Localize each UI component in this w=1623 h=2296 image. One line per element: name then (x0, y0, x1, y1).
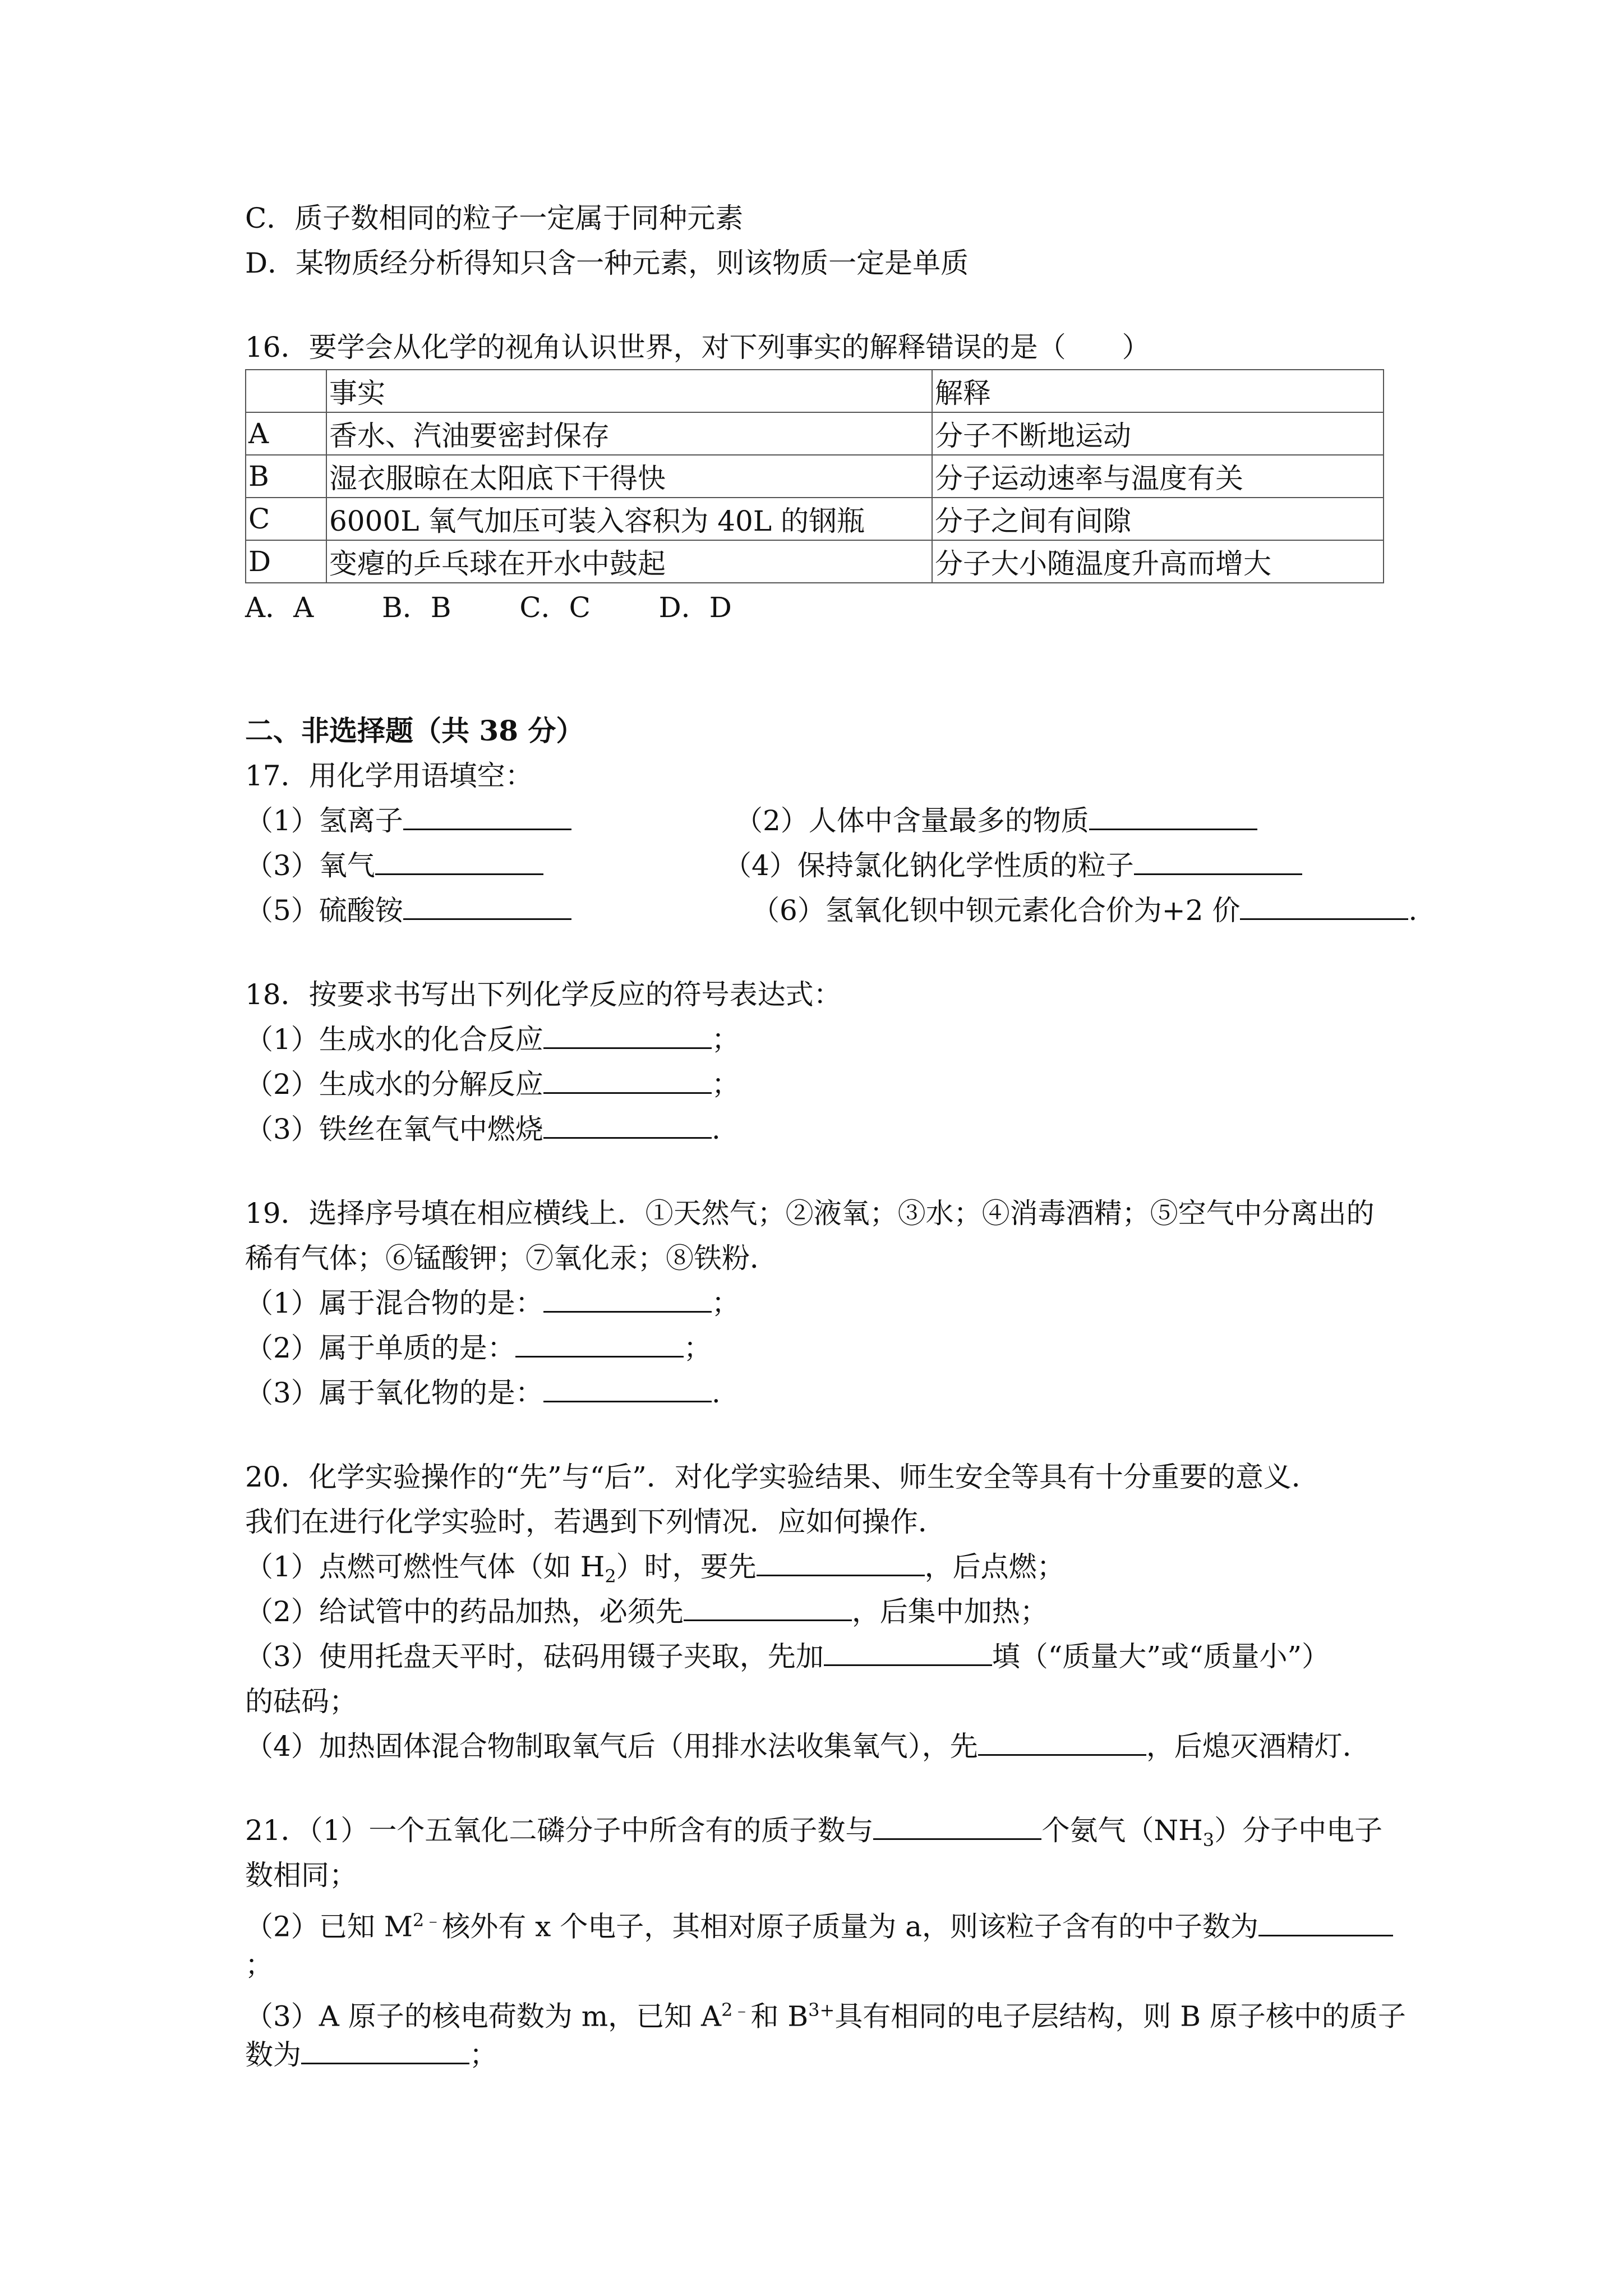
table-cell: 分子之间有间隙 (932, 498, 1384, 540)
table-cell: 分子运动速率与温度有关 (932, 455, 1384, 498)
answer-blank[interactable] (543, 1023, 712, 1049)
answer-blank[interactable] (301, 2038, 469, 2064)
q19-stem-line2: 稀有气体；⑥锰酸钾；⑦氧化汞；⑧铁粉． (245, 1242, 778, 1274)
q20-item-1: （1）点燃可燃性气体（如 $H_2$）时，要先 ，后点燃； (245, 1550, 1065, 1587)
answer-blank[interactable] (543, 1112, 712, 1139)
q17-item-2: （2）人体中含量最多的物质 (735, 803, 1257, 838)
table-row (246, 540, 1384, 583)
q21-line3: （2）已知 $M^{2﹣}$核外有 x 个电子，其相对原子质量为 a，则该粒子含有的中子数为 (245, 1903, 1393, 1944)
q21-line2: 数相同； (245, 1859, 357, 1892)
q21-line1: 21．（1）一个五氧化二磷分子中所含有的质子数与 个氨气$(NH_3)$分子中电子 (245, 1814, 1383, 1851)
q16-table (245, 369, 1384, 583)
answer-blank[interactable] (403, 804, 571, 830)
q18-item-3: （3）铁丝在氧气中燃烧 . (245, 1113, 721, 1145)
table-cell: 香水、汽油要密封保存 (326, 412, 932, 455)
q21-line4: ； (245, 1949, 273, 1981)
table-cell: 分子不断地运动 (932, 412, 1384, 455)
q20-item-3: （3）使用托盘天平时，砝码用镊子夹取，先加 填（“质量大”或“质量小”） (245, 1640, 1330, 1673)
answer-blank[interactable] (1089, 804, 1257, 830)
option-d: D．D (658, 591, 732, 624)
q18-item-2: （2）生成水的分解反应 ； (245, 1068, 740, 1101)
table-cell (246, 370, 326, 412)
q21-line5: （3）A 原子的核电荷数为 m，已知 $A^{2﹣}$和 $B^{3+}$具有相同的电子层结构，则 B 原子核中的质子 (245, 1999, 1406, 2033)
section-heading: 二、非选择题（共 38 分） (245, 714, 584, 747)
q16-stem: 16．要学会从化学的视角认识世界，对下列事实的解释错误的是（ ） (245, 331, 1150, 364)
q19-item-1: （1）属于混合物的是： ； (245, 1287, 740, 1319)
q18-stem: 18．按要求书写出下列化学反应的符号表达式： (245, 978, 842, 1011)
answer-blank[interactable] (757, 1550, 925, 1576)
answer-blank[interactable] (543, 1068, 712, 1094)
option-b: B．B (382, 591, 451, 624)
q20-item-4: （4）加热固体混合物制取氧气后（用排水法收集氧气），先 ，后熄灭酒精灯． (245, 1730, 1371, 1763)
q17-stem: 17．用化学用语填空： (245, 760, 533, 792)
q18-item-1: （1）生成水的化合反应 ； (245, 1023, 740, 1056)
q17-item-4: （4）保持氯化钠化学性质的粒子 (723, 848, 1302, 883)
answer-blank[interactable] (543, 1286, 712, 1313)
table-row (246, 498, 1384, 540)
answer-blank[interactable] (1258, 1910, 1393, 1936)
q20-item-2: （2）给试管中的药品加热，必须先 ，后集中加热； (245, 1595, 1048, 1628)
table-cell: B (246, 455, 326, 498)
q17-item-3: （3）氧气 (245, 848, 543, 883)
answer-blank[interactable] (515, 1331, 684, 1358)
q19-item-3: （3）属于氧化物的是： . (245, 1377, 721, 1409)
answer-blank[interactable] (684, 1595, 852, 1621)
option-c: C．C (519, 591, 591, 624)
q19-item-2: （2）属于单质的是： ； (245, 1332, 712, 1364)
q19-stem-line1: 19．选择序号填在相应横线上．①天然气；②液氧；③水；④消毒酒精；⑤空气中分离出的 (245, 1197, 1375, 1230)
q20-stem-line1: 20．化学实验操作的“先”与“后”．对化学实验结果、师生安全等具有十分重要的意义． (245, 1461, 1320, 1493)
q15-option-c: C．质子数相同的粒子一定属于同种元素 (245, 202, 744, 234)
answer-blank[interactable] (978, 1729, 1146, 1756)
table-header-row (246, 370, 1384, 412)
q16-options (245, 590, 732, 625)
table-cell: 分子大小随温度升高而增大 (932, 540, 1384, 583)
answer-blank[interactable] (375, 849, 543, 875)
q20-stem-line2: 我们在进行化学实验时，若遇到下列情况．应如何操作． (245, 1506, 946, 1538)
answer-blank[interactable] (824, 1640, 992, 1666)
q17-item-1: （1）氢离子 (245, 803, 571, 838)
table-cell: C (246, 498, 326, 540)
table-cell: 湿衣服晾在太阳底下干得快 (326, 455, 932, 498)
q20-item-3-cont: 的砝码； (245, 1685, 357, 1718)
answer-blank[interactable] (1240, 894, 1408, 920)
table-cell: 解释 (932, 370, 1384, 412)
answer-blank[interactable] (543, 1376, 712, 1402)
q21-line6: 数为 ； (245, 2039, 497, 2071)
q15-option-d: D．某物质经分析得知只含一种元素，则该物质一定是单质 (245, 247, 969, 279)
table-cell: 6000L 氧气加压可装入容积为 40L 的钢瓶 (326, 498, 932, 540)
q17-item-6: （6）氢氧化钡中钡元素化合价为+2 价 . (751, 894, 1418, 927)
table-row (246, 455, 1384, 498)
option-a: A．A (245, 591, 314, 624)
q17-item-5: （5）硫酸铵 (245, 893, 571, 928)
answer-blank[interactable] (1134, 849, 1302, 875)
answer-blank[interactable] (873, 1814, 1041, 1840)
table-cell: D (246, 540, 326, 583)
table-cell: 变瘪的乒乓球在开水中鼓起 (326, 540, 932, 583)
table-cell: A (246, 412, 326, 455)
table-row (246, 412, 1384, 455)
table-cell: 事实 (326, 370, 932, 412)
answer-blank[interactable] (403, 894, 571, 920)
